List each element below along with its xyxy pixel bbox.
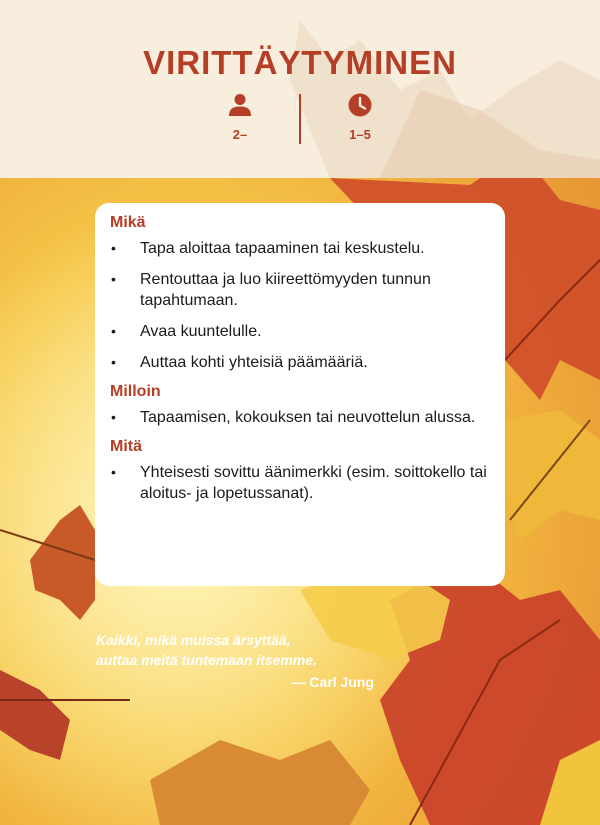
faded-leaf-header-decoration (0, 0, 600, 178)
meta-divider (299, 94, 301, 144)
section-heading-milloin: Milloin (110, 383, 161, 400)
quote-line-2: auttaa meitä tuntemaan itsemme. (96, 652, 317, 668)
section-list-mika (110, 238, 491, 373)
list-item: • Rentouttaa ja luo kiireettömyyden tunnun tapahtumaan. (110, 269, 491, 311)
quote-block (96, 630, 386, 692)
duration-info (320, 92, 400, 142)
section-heading-mika: Mikä (110, 214, 146, 231)
list-item: • Yhteisesti sovittu äänimerkki (esim. soittokello tai aloitus- ja lopetussanat). (110, 462, 491, 504)
section-list-mita (110, 462, 491, 504)
quote-line-1: Kaikki, mikä muissa ärsyttää, (96, 632, 291, 648)
person-icon (227, 92, 253, 118)
section-heading-mita: Mitä (110, 438, 142, 455)
clock-icon (347, 92, 373, 118)
section-list-milloin (110, 407, 491, 428)
list-item: • Tapaamisen, kokouksen tai neuvottelun alussa. (110, 407, 491, 428)
participants-info (200, 92, 280, 142)
header-band (0, 0, 600, 178)
duration-value: 1–5 (349, 127, 371, 142)
content-panel (95, 203, 505, 586)
quote-author: — Carl Jung (291, 674, 374, 690)
participants-value: 2– (232, 127, 248, 142)
card-title: VIRITTÄYTYMINEN (143, 44, 457, 81)
list-item: • Avaa kuuntelulle. (110, 321, 491, 342)
list-item: • Auttaa kohti yhteisiä päämääriä. (110, 352, 491, 373)
list-item: • Tapa aloittaa tapaaminen tai keskustelu. (110, 238, 491, 259)
